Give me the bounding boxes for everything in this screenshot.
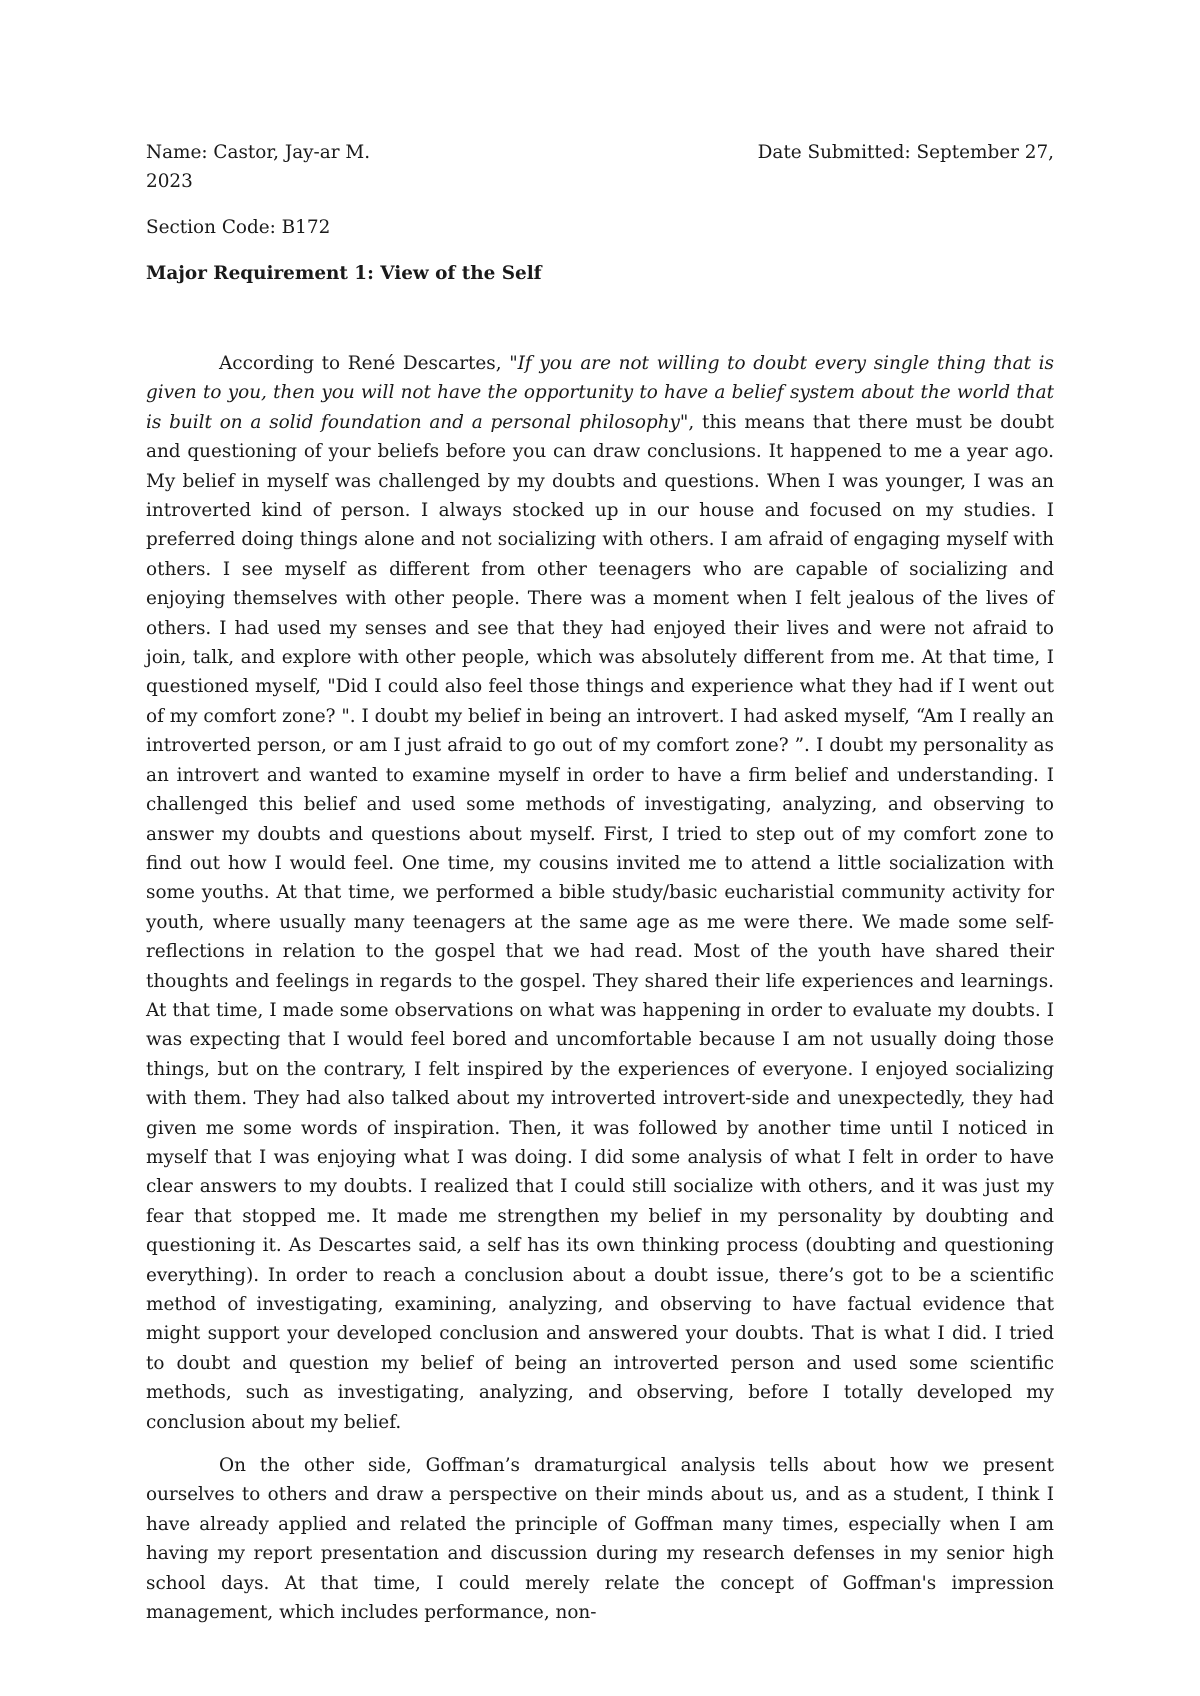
document-content (146, 138, 1054, 1627)
paragraph-2: On the other side, Goffman’s dramaturgical analysis tells about how we present ourselves to others and draw a perspective on their minds about us, and as a student, I think I have already applied and related the principle of Goffman many times, especially when I am having my report presentation and discussion during my research defenses in my senior high school days. At that time, I could merely relate the concept of Goffman's impression management, which includes performance, non- (146, 1455, 1054, 1624)
paragraph-1-body: ", this means that there must be doubt and questioning of your beliefs before you can draw conclusions. It happened to me a year ago. My belief in myself was challenged by my doubts and questions. When I was younger, I was an introverted kind of person. I always stocked up in our house and focused on my studies. I preferred doing things alone and not socializing with others. I am afraid of engaging myself with others. I see myself as different from other teenagers who are capable of socializing and enjoying themselves with other people. There was a moment when I felt jealous of the lives of others. I had used my senses and see that they had enjoyed their lives and were not afraid to join, talk, and explore with other people, which was absolutely different from me. At that time, I questioned myself, "Did I could also feel those things and experience what they had if I went out of my comfort zone? ". I doubt my belief in being an introvert. I had asked myself, “Am I really an introverted person, or am I just afraid to go out of my comfort zone? ”. I doubt my personality as an introvert and wanted to examine myself in order to have a firm belief and understanding. I challenged this belief and used some methods of investigating, analyzing, and observing to answer my doubts and questions about myself. First, I tried to step out of my comfort zone to find out how I would feel. One time, my cousins invited me to attend a little socialization with some youths. At that time, we performed a bible study/basic eucharistial community activity for youth, where usually many teenagers at the same age as me were there. We made some self-reflections in relation to the gospel that we had read. Most of the youth have shared their thoughts and feelings in regards to the gospel. They shared their life experiences and learnings. At that time, I made some observations on what was happening in order to evaluate my doubts. I was expecting that I would feel bored and uncomfortable because I am not usually doing those things, but on the contrary, I felt inspired by the experiences of everyone. I enjoyed socializing with them. They had also talked about my introverted introvert-side and unexpectedly, they had given me some words of inspiration. Then, it was followed by another time until I noticed in myself that I was enjoying what I was doing. I did some analysis of what I felt in order to have clear answers to my doubts. I realized that I could still socialize with others, and it was just my fear that stopped me. It made me strengthen my belief in my personality by doubting and questioning it. As Descartes said, a self has its own thinking process (doubting and questioning everything). In order to reach a conclusion about a doubt issue, there’s got to be a scientific method of investigating, examining, analyzing, and observing to have factual evidence that might support your developed conclusion and answered your doubts. That is what I did. I tried to doubt and question my belief of being an introverted person and used some scientific methods, such as investigating, analyzing, and observing, before I totally developed my conclusion about my belief. (146, 411, 1054, 1433)
date-year: 2023 (146, 171, 193, 192)
date-submitted: Date Submitted: September 27, (757, 142, 1054, 163)
requirement-title: Major Requirement 1: View of the Self (146, 263, 542, 284)
header-row (146, 138, 1054, 167)
section-code: Section Code: B172 (146, 217, 331, 238)
student-name: Name: Castor, Jay-ar M. (146, 142, 371, 163)
descartes-quote: If you are not willing to doubt every single thing that is given to you, then you will not have the opportunity to have a belief system about the world that is built on a solid foundation and a personal philosophy (146, 353, 1054, 433)
paragraph-1 (146, 349, 1054, 1437)
paragraph-1-lead: According to René Descartes, " (219, 353, 518, 374)
